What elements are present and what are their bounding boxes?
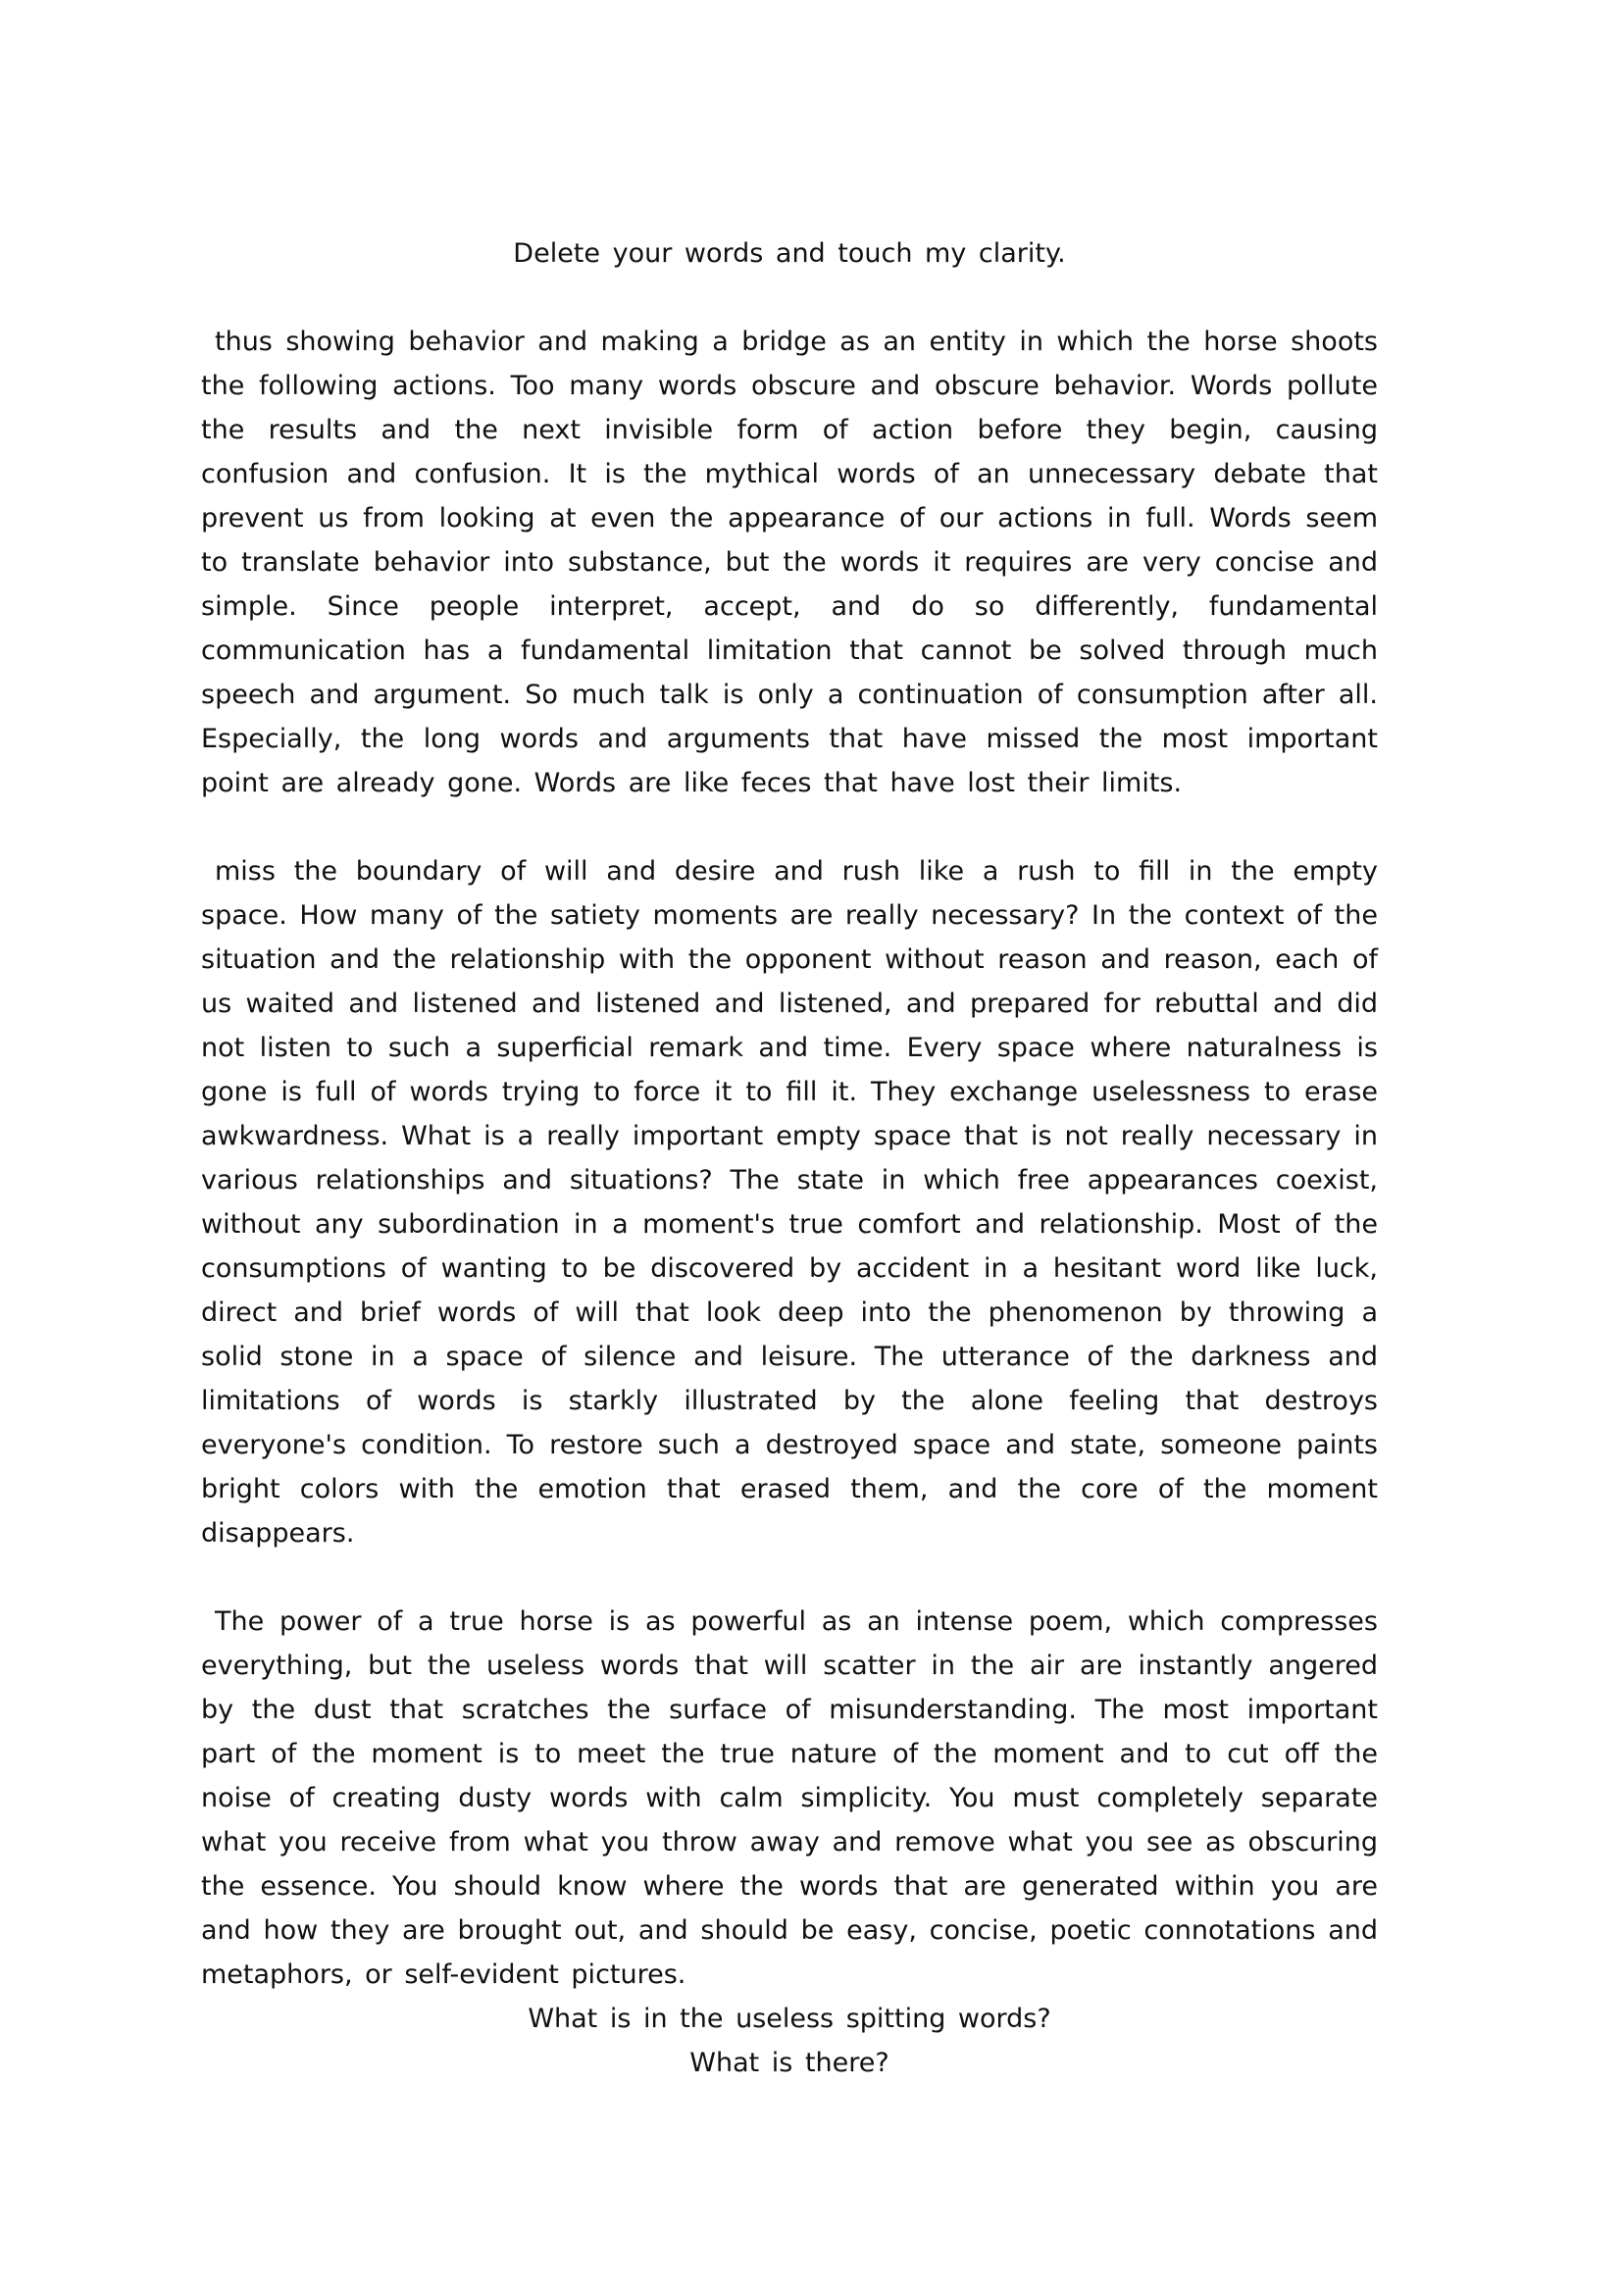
document-title: Delete your words and touch my clarity.: [513, 238, 1066, 269]
closing-line-2: What is there?: [689, 2048, 889, 2078]
paragraph-3: The power of a true horse is as powerful as an intense poem, which compresses everything, but the useless words that will scatter in the air are instantly angered by the dust that scratches the surface of misunderstanding. The most important part of the moment is to meet the true nature of the moment and to cut off the noise of creating dusty words with calm simplicity. You must completely separate what you receive from what you throw away and remove what you see as obscuring the essence. You should know where the words that are generated within you are and how they are brought out, and should be easy, concise, poetic connotations and metaphors, or self-evident pictures.: [201, 1606, 1378, 1990]
closing-line-1: What is in the useless spitting words?: [528, 2004, 1051, 2034]
paragraph-1: thus showing behavior and making a bridge as an entity in which the horse shoots the following actions. Too many words obscure and obscure behavior. Words pollute the results and the next invisible form of action before they begin, causing confusion and confusion. It is the mythical words of an unnecessary debate that prevent us from looking at even the appearance of our actions in full. Words seem to translate behavior into substance, but the words it requires are very concise and simple. Since people interpret, accept, and do so differently, fundamental communication has a fundamental limitation that cannot be solved through much speech and argument. So much talk is only a continuation of consumption after all. Especially, the long words and arguments that have missed the most important point are already gone. Words are like feces that have lost their limits.: [201, 327, 1378, 798]
document-body: [201, 231, 1378, 2085]
paragraph-2: miss the boundary of will and desire and rush like a rush to fill in the empty space. How many of the satiety moments are really necessary? In the context of the situation and the relationship with the opponent without reason and reason, each of us waited and listened and listened and listened, and prepared for rebuttal and did not listen to such a superficial remark and time. Every space where naturalness is gone is full of words trying to force it to fill it. They exchange uselessness to erase awkwardness. What is a really important empty space that is not really necessary in various relationships and situations? The state in which free appearances coexist, without any subordination in a moment's true comfort and relationship. Most of the consumptions of wanting to be discovered by accident in a hesitant word like luck, direct and brief words of will that look deep into the phenomenon by throwing a solid stone in a space of silence and leisure. The utterance of the darkness and limitations of words is starkly illustrated by the alone feeling that destroys everyone's condition. To restore such a destroyed space and state, someone paints bright colors with the emotion that erased them, and the core of the moment disappears.: [201, 856, 1378, 1549]
